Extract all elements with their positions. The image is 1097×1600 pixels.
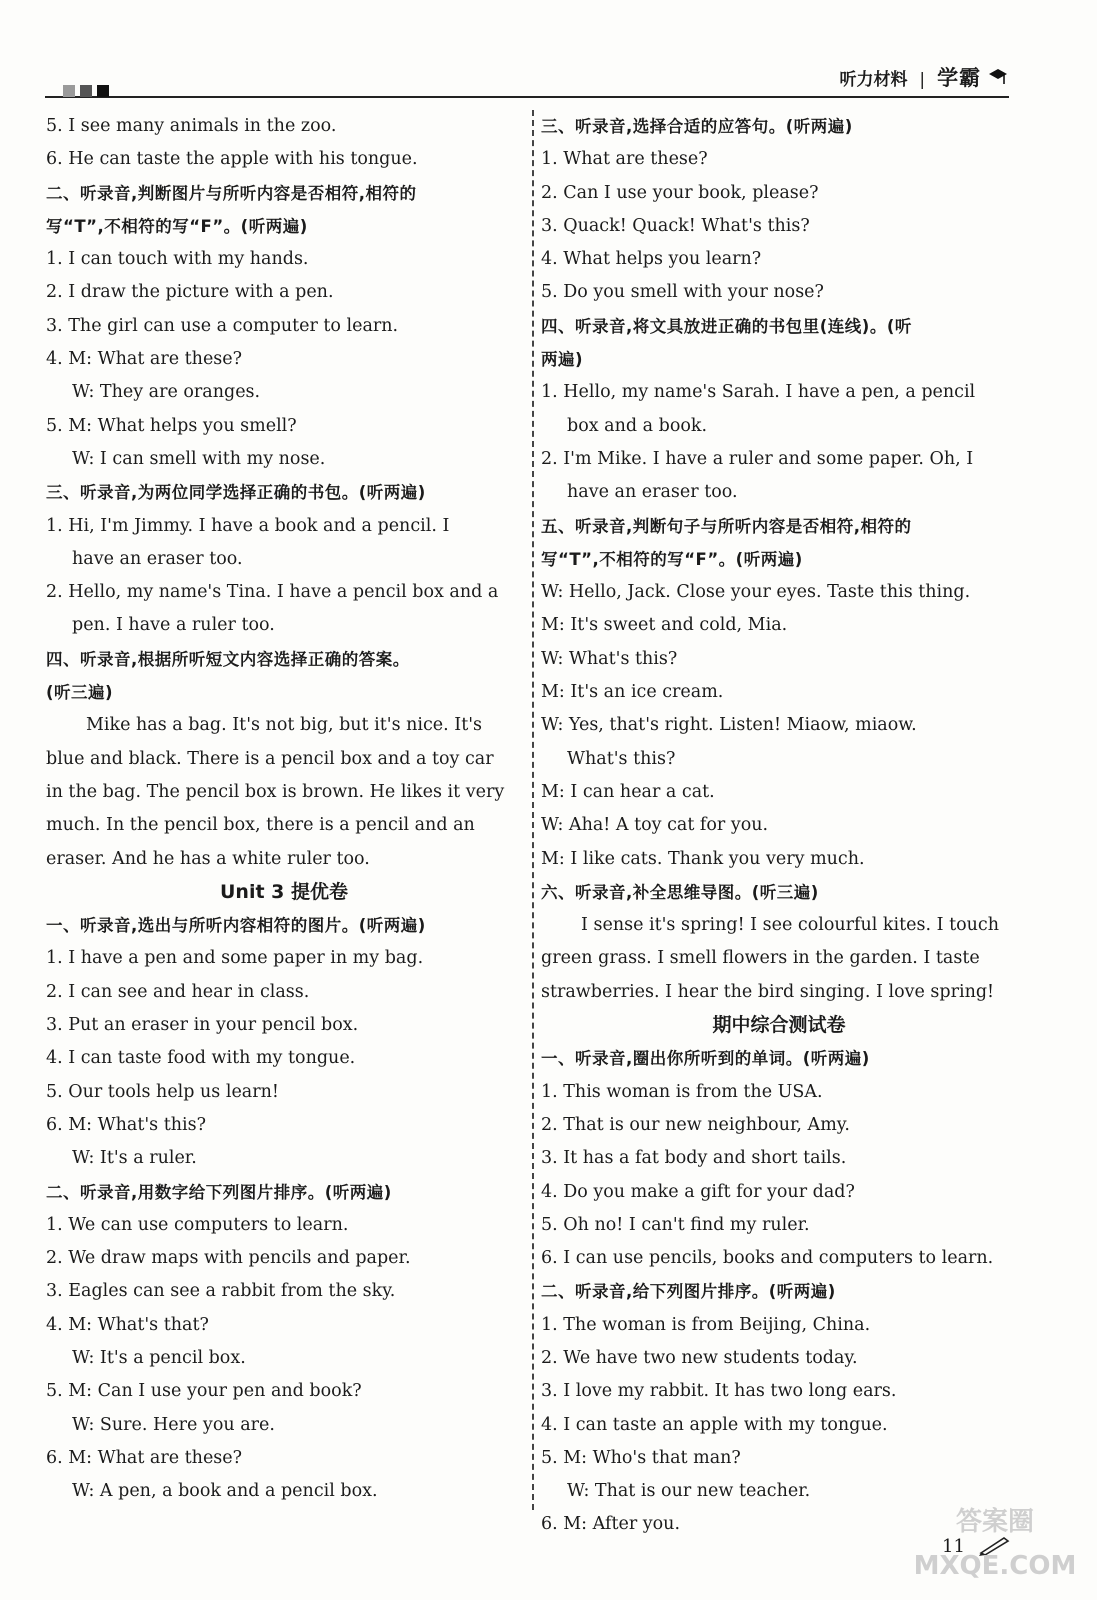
section-heading: 五、听录音,判断句子与所听内容是否相符,相符的 — [541, 516, 912, 536]
text-line: 6. I can use pencils, books and computers to learn. — [541, 1248, 994, 1269]
column-divider — [532, 110, 534, 1510]
text-line: W: Hello, Jack. Close your eyes. Taste this thing. — [541, 582, 971, 603]
text-line: W: That is our new teacher. — [567, 1481, 811, 1502]
text-line: in the bag. The pencil box is brown. He likes it very — [46, 781, 505, 802]
text-line: M: It's an ice cream. — [541, 682, 724, 703]
text-line: 1. I can touch with my hands. — [46, 249, 309, 270]
text-line: 3. It has a fat body and short tails. — [541, 1148, 847, 1169]
section-heading: 二、听录音,判断图片与所听内容是否相符,相符的 — [46, 183, 417, 203]
text-line: W: It's a pencil box. — [72, 1347, 246, 1368]
text-line: M: I like cats. Thank you very much. — [541, 848, 865, 869]
text-line: W: Aha! A toy cat for you. — [541, 815, 769, 836]
text-line: 2. We have two new students today. — [541, 1347, 858, 1368]
text-line: 4. M: What are these? — [46, 349, 243, 370]
text-line: 4. I can taste food with my tongue. — [46, 1048, 356, 1069]
text-line: have an eraser too. — [567, 482, 738, 503]
mortarboard-icon — [987, 66, 1009, 88]
text-line: green grass. I smell flowers in the garden. I taste — [541, 948, 980, 969]
text-line: 3. Put an eraser in your pencil box. — [46, 1015, 359, 1036]
text-line: 4. M: What's that? — [46, 1314, 209, 1335]
text-line: 1. Hi, I'm Jimmy. I have a book and a pencil. I — [46, 515, 450, 536]
text-line: W: What's this? — [541, 648, 678, 669]
section-heading: 一、听录音,圈出你所听到的单词。(听两遍) — [541, 1049, 870, 1069]
text-line: 3. Eagles can see a rabbit from the sky. — [46, 1281, 396, 1302]
text-line: 5. M: What helps you smell? — [46, 415, 297, 436]
section-heading: 两遍) — [541, 350, 584, 370]
section-title: Unit 3 提优卷 — [220, 880, 348, 903]
text-line: 2. I can see and hear in class. — [46, 981, 310, 1002]
text-line: 2. We draw maps with pencils and paper. — [46, 1248, 411, 1269]
text-line: 1. The woman is from Beijing, China. — [541, 1314, 871, 1335]
left-column — [46, 110, 522, 1508]
section-heading: (听三遍) — [46, 683, 114, 703]
text-line: W: Sure. Here you are. — [72, 1414, 275, 1435]
text-line: blue and black. There is a pencil box and a toy car — [46, 748, 494, 769]
section-heading: 二、听录音,给下列图片排序。(听两遍) — [541, 1282, 836, 1302]
text-line: 2. Hello, my name's Tina. I have a pencil box and a — [46, 582, 499, 603]
text-line: 3. I love my rabbit. It has two long ears. — [541, 1381, 897, 1402]
brand-logo: 学霸 — [937, 66, 982, 90]
text-line: 4. Do you make a gift for your dad? — [541, 1181, 855, 1202]
section-label: 听力材料 — [839, 70, 908, 90]
header-separator: | — [919, 70, 926, 90]
decorative-squares — [63, 82, 114, 101]
text-line: 1. I have a pen and some paper in my bag. — [46, 948, 424, 969]
text-line: W: A pen, a book and a pencil box. — [72, 1481, 378, 1502]
section-heading: 写“T”,不相符的写“F”。(听两遍) — [46, 216, 308, 236]
text-line: 5. M: Can I use your pen and book? — [46, 1381, 362, 1402]
text-line: 2. I'm Mike. I have a ruler and some paper. Oh, I — [541, 448, 974, 469]
text-line: W: I can smell with my nose. — [72, 448, 326, 469]
section-heading: 三、听录音,选择合适的应答句。(听两遍) — [541, 117, 853, 136]
right-column — [541, 110, 1017, 1542]
header-title — [840, 62, 1010, 92]
text-line: 2. That is our new neighbour, Amy. — [541, 1114, 850, 1135]
text-line: 2. Can I use your book, please? — [541, 182, 819, 203]
text-line: much. In the pencil box, there is a pencil and an — [46, 815, 475, 836]
page-header — [45, 60, 1009, 98]
section-heading: 二、听录音,用数字给下列图片排序。(听两遍) — [46, 1182, 392, 1202]
text-line: 5. M: Who's that man? — [541, 1447, 741, 1468]
text-line: eraser. And he has a white ruler too. — [46, 848, 370, 869]
text-line: I sense it's spring! I see colourful kites. I touch — [581, 915, 1000, 936]
text-line: Mike has a bag. It's not big, but it's nice. It's — [86, 715, 483, 736]
text-line: box and a book. — [567, 415, 708, 436]
text-line: 3. The girl can use a computer to learn. — [46, 315, 399, 336]
section-title: 期中综合测试卷 — [712, 1014, 846, 1037]
text-line: 4. I can taste an apple with my tongue. — [541, 1414, 888, 1435]
text-line: 4. What helps you learn? — [541, 249, 762, 270]
text-line: 1. We can use computers to learn. — [46, 1214, 349, 1235]
text-line: 5. Do you smell with your nose? — [541, 282, 824, 303]
text-line: W: They are oranges. — [72, 382, 261, 403]
text-line: pen. I have a ruler too. — [72, 615, 275, 636]
watermark-url: MXQE.COM — [913, 1551, 1077, 1581]
text-line: 1. What are these? — [541, 149, 708, 170]
text-line: 3. Quack! Quack! What's this? — [541, 215, 810, 236]
section-heading: 四、听录音,根据所听短文内容选择正确的答案。 — [46, 649, 410, 669]
text-line: 1. Hello, my name's Sarah. I have a pen, a pencil — [541, 382, 976, 403]
text-line: 1. This woman is from the USA. — [541, 1081, 823, 1102]
watermark — [900, 1500, 1090, 1600]
text-line: 6. M: What are these? — [46, 1447, 243, 1468]
text-line: 6. M: After you. — [541, 1514, 681, 1535]
section-heading: 四、听录音,将文具放进正确的书包里(连线)。(听 — [541, 316, 912, 336]
section-heading: 写“T”,不相符的写“F”。(听两遍) — [541, 549, 803, 569]
text-line: have an eraser too. — [72, 548, 243, 569]
section-heading: 三、听录音,为两位同学选择正确的书包。(听两遍) — [46, 483, 426, 503]
text-line: W: Yes, that's right. Listen! Miaow, miaow. — [541, 715, 917, 736]
page-number: 11 — [942, 1536, 965, 1557]
watermark-logo-text: 答案圈 — [955, 1507, 1034, 1537]
text-line: 6. He can taste the apple with his tongue. — [46, 149, 418, 170]
text-line: 2. I draw the picture with a pen. — [46, 282, 334, 303]
text-line: M: I can hear a cat. — [541, 781, 715, 802]
text-line: What's this? — [567, 748, 676, 769]
section-heading: 一、听录音,选出与所听内容相符的图片。(听两遍) — [46, 916, 426, 936]
text-line: 5. Oh no! I can't find my ruler. — [541, 1214, 810, 1235]
text-line: 5. Our tools help us learn! — [46, 1081, 279, 1102]
text-line: strawberries. I hear the bird singing. I love spring! — [541, 981, 995, 1002]
text-line: W: It's a ruler. — [72, 1148, 197, 1169]
text-line: 5. I see many animals in the zoo. — [46, 116, 337, 136]
text-line: M: It's sweet and cold, Mia. — [541, 615, 788, 636]
text-line: 6. M: What's this? — [46, 1114, 206, 1135]
section-heading: 六、听录音,补全思维导图。(听三遍) — [541, 882, 819, 902]
